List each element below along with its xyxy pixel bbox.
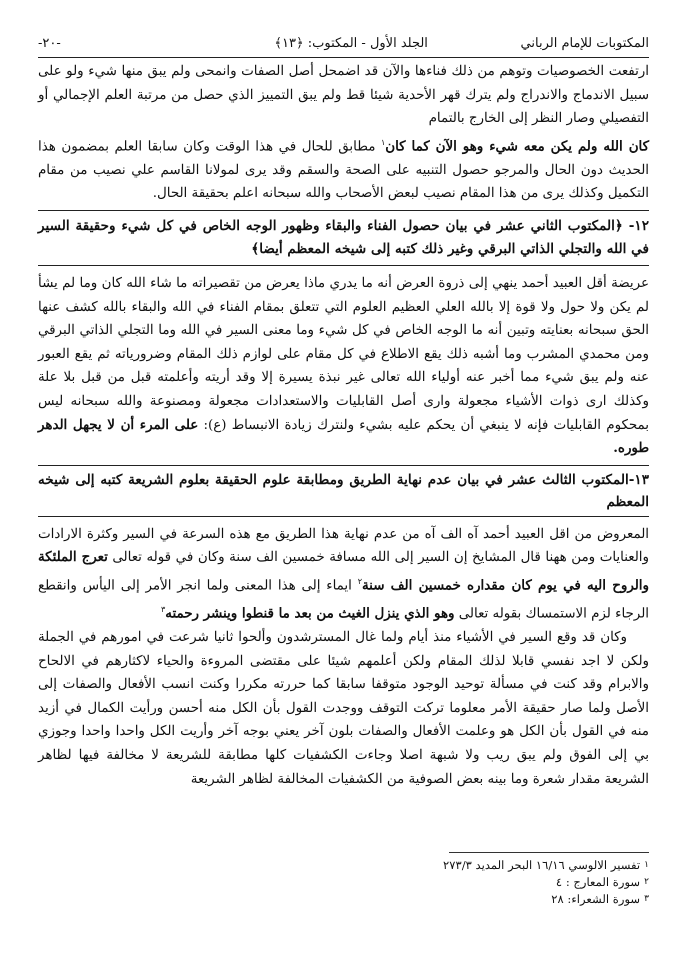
- letter-13-text-b: ايماء إلى هذا المعنى ولما انجر الأمر إلى اليأس وانقطع الرجاء لزم الاستمساك بقوله تعالى: [38, 578, 649, 622]
- hadith-quote: كان الله ولم يكن معه شيء وهو الآن كما كان: [385, 138, 649, 155]
- letter-12-body-text: عريضة أقل العبيد أحمد ينهي إلى ذروة العرض أنه ما يدري ماذا يعرض من تقصيراته ما شاء الله كان وما لم يشأ لم يكن ولا حول ولا قوة إلا بالله العلي العظيم العلوم التي تتعلق بمقام الفناء في الله والبقاء بالله كشف عنها الحق سبحانه بعنايته وتبين أنه ما الوجه الخاص في كل شيء وما معنى السير في الله وما التجلي الذاتي البرقي ومن محمدي المشرب وما أشبه ذلك يقع الاطلاع في كل مقام على لوازم ذلك المقام وضرورياته ثم يقع العبور عنه ولم يبق شيء مما أخبر عنه أولياء الله تعالى غير نبذة يسيرة إلا وقد أريته وأعلمته قبل من قبل بلا علة وكذلك ارى ذوات الأشياء مجعولة وارى أصل القابليات والاستعدادات مجعولة ومصنوعة والله سبحانه ليس بمحكوم القابليات فإنه لا ينبغي أن يحكم عليه بشيء ولنترك زيادة الانبساط (ع):: [38, 276, 649, 433]
- letter-12-body: [38, 272, 649, 461]
- footnote-ref-2: ٢: [357, 576, 362, 586]
- footnotes: [38, 852, 649, 908]
- page-number: -٢٠-: [38, 35, 61, 51]
- footnote: [38, 874, 649, 891]
- footnote: [38, 857, 649, 874]
- footnote-number: ٢: [644, 877, 649, 887]
- footnote-ref-1: ١: [380, 137, 386, 147]
- letter-12-closing-verse: على المرء أن لا يجهل الدهر طوره.: [38, 416, 649, 457]
- paragraph-kan: [38, 131, 649, 206]
- footnote-text: سورة الشعراء: ٢٨: [551, 892, 641, 906]
- letter-13-paragraph-2: وكان قد وقع السير في الأشياء منذ أيام ولما غال المسترشدون وألحوا ثانيا شرعت في امورهم في الجملة ولكن لا اجد نفسي قابلا لذلك المقام ولكن أعلمهم شيئا على مقتضى المروءة والحياء لاكثارهم في الالحاح والابرام وقد كنت في مسألة توحيد الوجود متوقفا سابقا كما حررته مكررا وكنت انسب الأفعال والصفات إلى الأصل ولما صار حقيقة الأمر معلوما تركت التوقف ووجدت القول بأن الكل منه أحسن ورأيت الكمال في أزيد منه في القول بأن الكل هو وعلمت الأفعال والصفات بلون آخر يعني بوجه آخر وأريت الكل واحدا واحدا وجوزي بي إلى الفوق ولم يبق ريب ولا شبهة اصلا وجاءت الكشفيات كلها مطابقة للشريعة لا مخالفة فيها لظاهر الشريعة مقدار شعرة وما بينه بعض الصوفية من الكشفيات المخالفة لظاهر الشريعة: [38, 630, 649, 787]
- quran-quote-1: تعرج الملئكة والروح اليه في يوم كان مقداره خمسين الف سنة: [38, 549, 649, 594]
- quran-quote-2: وهو الذي ينزل الغيث من بعد ما قنطوا وينشر رحمته: [165, 605, 455, 622]
- footnote-ref-3: ٣: [160, 605, 166, 615]
- paragraph-intro: ارتفعت الخصوصيات وتوهم من ذلك فناءها والآن قد اضمحل أصل الصفات وانمحى ولم يبق منها شيء ولو على سبيل الاندماج والاندراج ولم يترك قهر الأحدية شيئا قط ولم يبق التمييز الذي حصل من مرتبة العلم الإجمالي أو التفصيلي وصار النظر إلى الخارج بالتمام: [38, 64, 649, 127]
- running-header: [38, 32, 649, 58]
- footnote-number: ١: [644, 860, 649, 870]
- letter-13-heading: ١٣-المكتوب الثالث عشر في بيان عدم نهاية الطريق ومطابقة علوم الحقيقة بعلوم الشريعة كتبه إلى شيخه المعظم: [38, 465, 649, 517]
- footnote-text: سورة المعارج : ٤: [555, 875, 641, 889]
- letter-13-paragraph-1: [38, 523, 649, 626]
- volume-and-letter: الجلد الأول - المكتوب: ﴿١٣﴾: [274, 35, 428, 51]
- book-title: المكتوبات للإمام الرباني: [520, 35, 649, 51]
- letter-12-heading: ١٢- ﴿المكتوب الثاني عشر في بيان حصول الفناء والبقاء وظهور الوجه الخاص في كل شيء وحقيقة السير في الله والتجلي الذاتي البرقي وغير ذلك كتبه إلى شيخه المعظم أيضا﴾: [38, 210, 649, 266]
- footnote-number: ٣: [644, 894, 649, 904]
- letter-13-text-a: المعروض من اقل العبيد أحمد آه الف آه من عدم نهاية هذا الطريق مع هذه السرعة في السير وكثرة الارادات والعنايات ومن ههنا قال المشايخ إن السير إلى الله مسافة خمسين الف سنة وكان في قوله تعالى: [38, 526, 649, 566]
- footnote: [38, 891, 649, 908]
- footnote-text: تفسير الالوسي ١٦/١٦ البحر المديد ٢٧٣/٣: [443, 858, 641, 872]
- page-body: [38, 60, 649, 791]
- paragraph-kan-text: مطابق للحال في هذا الوقت وكان سابقا العلم بمضمون هذا الحديث دون الحال والمرجو حصول التنبيه على الصحة والسقم وقد يرى لمولانا القاسم علي نصيب من مقام التكميل وكذلك يرى من هذا المقام نصيب لبعض الأصحاب والله سبحانه اعلم بحقيقة الحال.: [38, 139, 649, 202]
- footnote-divider: [449, 852, 649, 853]
